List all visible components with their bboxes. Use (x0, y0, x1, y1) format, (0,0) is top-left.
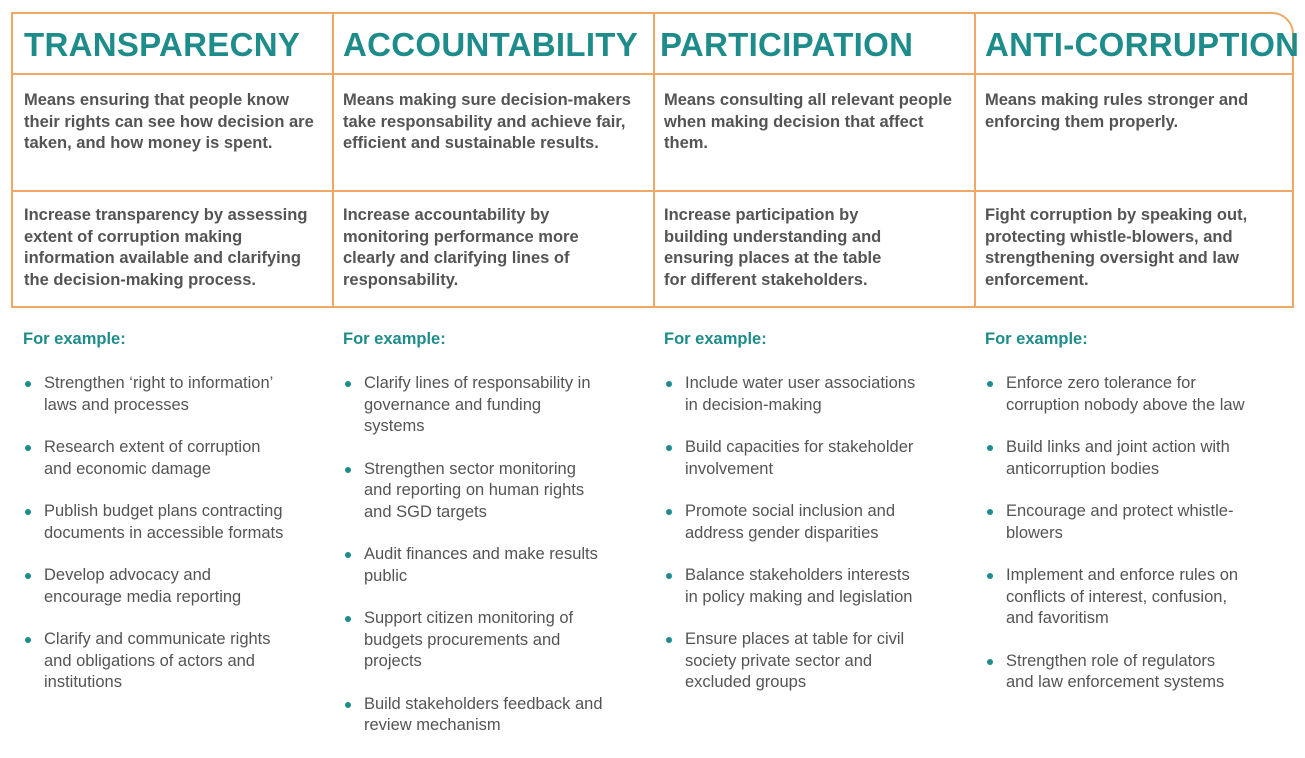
list-item: Publish budget plans contracting documents in accessible formats (24, 501, 284, 544)
heading-participation: PARTICIPATION (660, 26, 914, 63)
list-item: Research extent of corruption and economic damage (24, 437, 284, 480)
definition-anti-corruption: Means making rules stronger and enforcing them properly. (985, 91, 1249, 131)
action-anti-corruption: Fight corruption by speaking out, protecting whistle-blowers, and strengthening oversight and law enforcement. (985, 206, 1248, 289)
list-item: Build capacities for stakeholder involvement (665, 437, 927, 480)
list-item: Support citizen monitoring of budgets procurements and projects (344, 608, 606, 673)
list-item: Strengthen role of regulators and law enforcement systems (986, 651, 1246, 694)
heading-anti-corruption: ANTI-CORRUPTION (985, 26, 1300, 63)
list-item: Build links and joint action with anticorruption bodies (986, 437, 1246, 480)
definition-participation: Means consulting all relevant people when making decision that affect them. (664, 91, 952, 152)
list-item: Include water user associations in decision-making (665, 373, 927, 416)
examples-list-participation (665, 373, 927, 715)
list-item: Build stakeholders feedback and review mechanism (344, 694, 606, 737)
action-transparency: Increase transparency by assessing extent of corruption making information available and clarifying the decision-making process. (24, 206, 308, 289)
example-label-accountability: For example: (343, 330, 446, 348)
list-item: Clarify and communicate rights and obligations of actors and institutions (24, 629, 284, 694)
column-divider (653, 14, 655, 306)
definition-accountability: Means making sure decision-makers take responsability and achieve fair, efficient and sustainable results. (343, 91, 631, 152)
list-item: Promote social inclusion and address gender disparities (665, 501, 927, 544)
column-divider (974, 14, 976, 306)
list-item: Balance stakeholders interests in policy making and legislation (665, 565, 927, 608)
example-label-anti-corruption: For example: (985, 330, 1088, 348)
example-label-transparency: For example: (23, 330, 126, 348)
examples-list-anti-corruption (986, 373, 1246, 715)
action-accountability: Increase accountability by monitoring performance more clearly and clarifying lines of responsability. (343, 206, 579, 289)
row-divider (13, 73, 1292, 75)
column-divider (332, 14, 334, 306)
list-item: Audit finances and make results public (344, 544, 606, 587)
list-item: Develop advocacy and encourage media reporting (24, 565, 284, 608)
list-item: Strengthen sector monitoring and reporting on human rights and SGD targets (344, 459, 606, 524)
principles-table (11, 12, 1300, 308)
examples-list-transparency (24, 373, 284, 715)
list-item: Strengthen ‘right to information’ laws and processes (24, 373, 284, 416)
list-item: Ensure places at table for civil society private sector and excluded groups (665, 629, 927, 694)
list-item: Enforce zero tolerance for corruption nobody above the law (986, 373, 1246, 416)
heading-accountability: ACCOUNTABILITY (343, 26, 639, 63)
row-divider (13, 190, 1292, 192)
definition-transparency: Means ensuring that people know their rights can see how decision are taken, and how money is spent. (24, 91, 314, 152)
action-participation: Increase participation by building understanding and ensuring places at the table for different stakeholders. (664, 206, 882, 289)
heading-transparency: TRANSPARECNY (24, 26, 301, 63)
list-item: Clarify lines of responsability in governance and funding systems (344, 373, 606, 438)
example-label-participation: For example: (664, 330, 767, 348)
list-item: Implement and enforce rules on conflicts of interest, confusion, and favoritism (986, 565, 1246, 630)
list-item: Encourage and protect whistle-blowers (986, 501, 1246, 544)
examples-list-accountability (344, 373, 606, 758)
